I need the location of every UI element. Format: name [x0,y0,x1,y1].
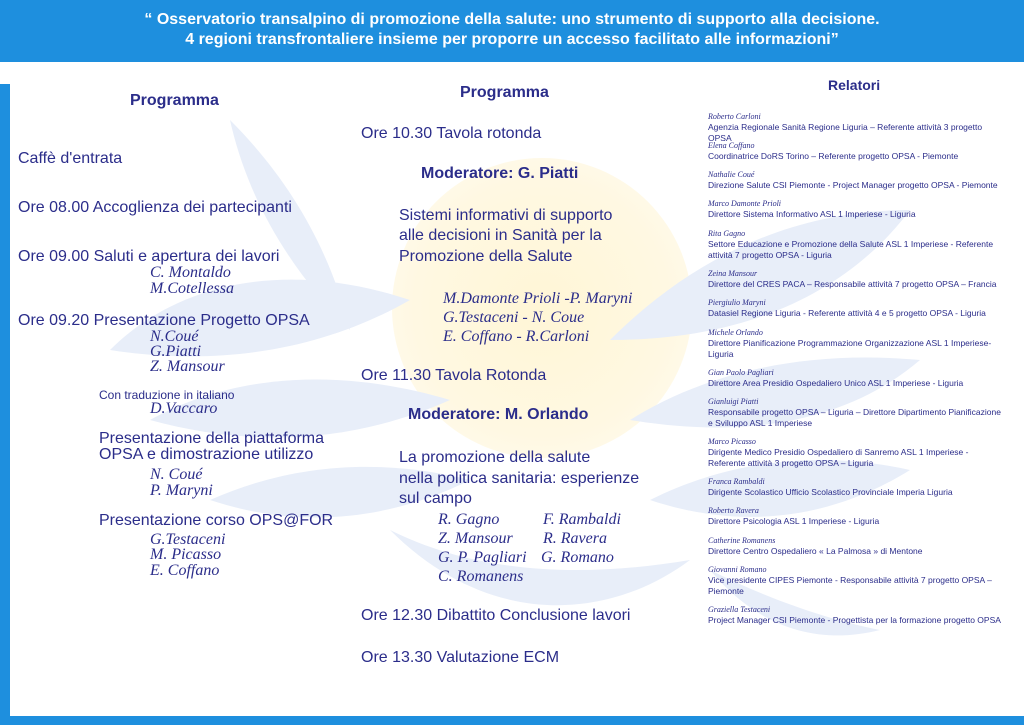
speaker-entry [708,437,1008,469]
topic1-line: alle decisioni in Sanità per la [399,227,602,244]
panel2-name: G. P. Pagliari [438,549,527,566]
platform-item-line2: OPSA e dimostrazione utilizzo [99,446,314,463]
opsa-presentation-item: Ore 09.20 Presentazione Progetto OPSA [18,312,310,329]
speaker-entry [708,605,1008,626]
panel1-names: E. Coffano - R.Carloni [443,328,590,345]
speaker-entry-role: Datasiel Regione Liguria - Referente attività 4 e 5 progetto OPSA - Liguria [708,308,986,318]
speaker-entry-role: Vice presidente CIPES Piemonte - Responsabile attività 7 progetto OPSA – Piemonte [708,575,992,596]
speaker-entry-role: Responsabile progetto OPSA – Liguria – Direttore Dipartimento Pianificazione e Sviluppo ASL 1 Imperiese [708,407,1001,428]
speaker-entry [708,170,1008,191]
speaker-entry-role: Direttore del CRES PACA – Responsabile attività 7 progetto OPSA – Francia [708,279,997,289]
header-title-line2: 4 regioni transfrontaliere insieme per proporre un accesso facilitato alle informazioni” [185,31,839,48]
speaker-entry-role: Dirigente Scolastico Ufficio Scolastico Provinciale Imperia Liguria [708,487,953,497]
panel2-name: R. Ravera [543,530,607,547]
panel2-name: R. Gagno [438,511,500,528]
speaker-entry-role: Direttore Psicologia ASL 1 Imperiese - Liguria [708,516,880,526]
speaker-entry-name: Catherine Romanens [708,536,776,545]
topic2-line: La promozione della salute [399,449,591,466]
panel2-name: G. Romano [541,549,614,566]
speaker-name: D.Vaccaro [150,400,218,417]
speaker-entry [708,477,1008,498]
speaker-name: G.Testaceni [150,531,226,548]
speaker-entry [708,269,1008,290]
speaker-entry-name: Nathalie Coué [708,170,755,179]
speaker-name: M. Picasso [150,546,222,563]
relatori-title: Relatori [828,77,881,93]
speaker-entry-name: Giovanni Romano [708,565,767,574]
greetings-item: Ore 09.00 Saluti e apertura dei lavori [18,248,280,265]
panel2-name: Z. Mansour [438,530,513,547]
speaker-name: P. Maryni [150,482,213,499]
speaker-entry-name: Marco Picasso [708,437,756,446]
speaker-entry [708,298,1008,319]
left-programma-title: Programma [130,92,219,109]
topic2-line: sul campo [399,490,472,507]
ecm-item: Ore 13.30 Valutazione ECM [361,649,560,666]
speaker-name: Z. Mansour [150,358,225,375]
speaker-entry-role: Settore Educazione e Promozione della Salute ASL 1 Imperiese - Referente attività 7 progetto OPSA - Liguria [708,239,994,260]
speaker-entry-name: Gian Paolo Pagliari [708,368,774,377]
bottom-accent-strip [0,716,1024,725]
speaker-entry [708,368,1008,389]
moderator-2: Moderatore: M. Orlando [408,406,589,423]
middle-programma-title: Programma [460,84,549,101]
platform-item-line1: Presentazione della piattaforma [99,430,325,447]
speaker-entry-name: Rita Gagno [708,229,746,238]
topic1-line: Sistemi informativi di supporto [399,207,613,224]
speaker-entry-name: Graziella Testaceni [708,605,771,614]
speaker-entry-role: Direttore Pianificazione Programmazione Organizzazione ASL 1 Imperiese- Liguria [708,338,992,359]
header-title-line1: “ Osservatorio transalpino di promozione della salute: uno strumento di supporto alla decisione. [144,11,880,28]
round-table-2: Ore 11.30 Tavola Rotonda [361,367,547,384]
topic1-line: Promozione della Salute [399,248,573,265]
welcome-item: Ore 08.00 Accoglienza dei partecipanti [18,199,292,216]
speaker-entry-name: Elena Coffano [708,141,755,150]
left-accent-strip [0,84,10,718]
debate-item: Ore 12.30 Dibattito Conclusione lavori [361,607,631,624]
speaker-entry-role: Direttore Area Presidio Ospedaliero Unico ASL 1 Imperiese - Liguria [708,378,964,388]
round-table-1: Ore 10.30 Tavola rotonda [361,125,542,142]
speaker-entry-name: Roberto Ravera [708,506,759,515]
speaker-name: N. Coué [150,466,203,483]
speaker-entry-role: Direzione Salute CSI Piemonte - Project Manager progetto OPSA - Piemonte [708,180,998,190]
header-banner [0,0,1024,62]
speaker-entry-name: Michele Orlando [708,328,763,337]
speaker-entry [708,328,1008,360]
speaker-name: N.Coué [150,328,199,345]
speaker-entry-name: Marco Damonte Prioli [708,199,782,208]
speaker-entry-name: Zeina Mansour [708,269,758,278]
speaker-entry-name: Roberto Carloni [708,112,761,121]
moderator-1: Moderatore: G. Piatti [421,165,579,182]
speaker-name: M.Cotellessa [150,280,234,297]
speaker-entry [708,536,1008,557]
speaker-entry [708,397,1008,429]
speaker-entry-name: Franca Rambaldi [708,477,765,486]
panel2-name: C. Romanens [438,568,524,585]
speaker-name: G.Piatti [150,343,202,360]
speaker-entry-role: Direttore Sistema Informativo ASL 1 Imperiese - Liguria [708,209,916,219]
speaker-entry [708,506,1008,527]
speaker-entry [708,141,1008,162]
speaker-entry [708,229,1008,261]
topic2-line: nella politica sanitaria: esperienze [399,470,640,487]
speaker-entry [708,199,1008,220]
speaker-name: E. Coffano [150,562,220,579]
speaker-entry [708,112,1008,144]
speaker-entry-role: Coordinatrice DoRS Torino – Referente progetto OPSA - Piemonte [708,151,959,161]
translation-label: Con traduzione in italiano [99,388,235,402]
speaker-entry-name: Piergiulio Maryni [708,298,766,307]
speaker-entry-name: Gianluigi Piatti [708,397,759,406]
speaker-entry-role: Project Manager CSI Piemonte - Progettista per la formazione progetto OPSA [708,615,1001,625]
course-item: Presentazione corso OPS@FOR [99,512,334,529]
panel1-names: G.Testaceni - N. Coue [443,309,585,326]
speaker-entry-role: Direttore Centro Ospedaliero « La Palmosa » di Mentone [708,546,923,556]
speaker-entry [708,565,1008,597]
panel1-names: M.Damonte Prioli -P. Maryni [443,290,633,307]
speaker-entry-role: Dirigente Medico Presidio Ospedaliero di Sanremo ASL 1 Imperiese - Referente attività 3 progetto OPSA – Liguria [708,447,969,468]
speaker-entry-role: Agenzia Regionale Sanità Regione Liguria – Referente attività 3 progetto OPSA [708,122,983,143]
panel2-name: F. Rambaldi [543,511,621,528]
speaker-name: C. Montaldo [150,264,231,281]
coffee-item: Caffè d'entrata [18,150,123,167]
